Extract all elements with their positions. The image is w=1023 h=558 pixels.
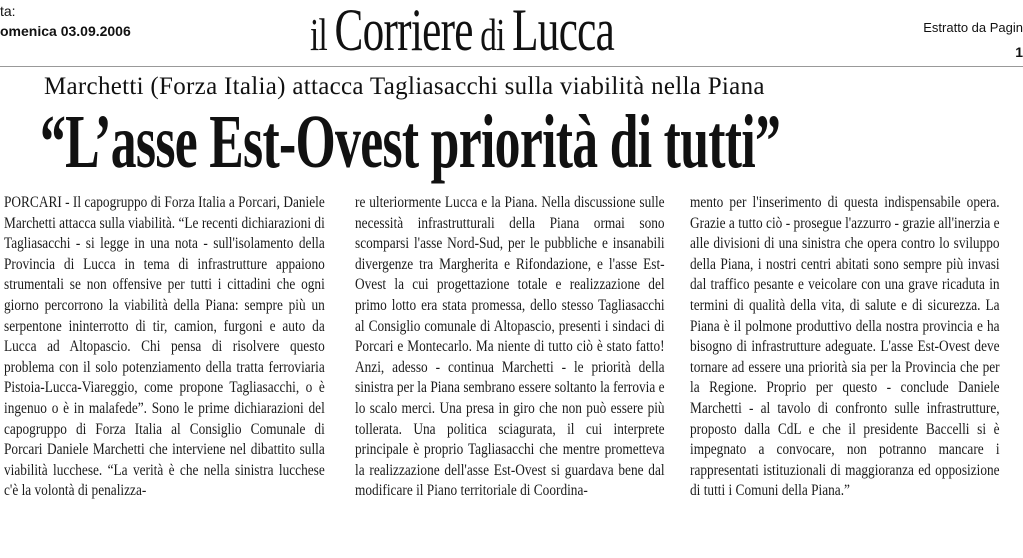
header-divider (0, 66, 1023, 67)
column-2-text: re ulteriormente Lucca e la Piana. Nella discussione sulle necessità infrastrutturali della Piana ormai sono scomparsi l'asse Nord-Sud, per le pubbliche e insanabili divergenze tra Margherita e Rifondazione, e l'asse Est-Ovest la cui progettazione totale e realizzazione del primo lotto era stata promessa, dello stesso Tagliasacchi al Consiglio comunale di Altopascio, presenti i sindaci di Porcari e Montecarlo. Ma niente di tutto ciò è stato fatto! Anzi, adesso - continua Marchetti - le priorità della sinistra per la Piana sembrano essere soltanto la ferrovia e lo scalo merci. Una presa in giro che non può essere più tollerata. Una politica sciagurata, il cui interprete principale è proprio Tagliasacchi che mentre prometteva la realizzazione dell'asse Est-Ovest si guardava bene dal modificare il Piano territoriale di Coordina- (355, 194, 665, 500)
article-column-1 (4, 193, 325, 558)
article-column-2 (355, 193, 665, 558)
page-extract-label: Estratto da Pagin (923, 20, 1023, 35)
column-1-text: PORCARI - Il capogruppo di Forza Italia a Porcari, Daniele Marchetti attacca sulla viabilità. “Le recenti dichiarazioni di Tagliasacchi - si legge in una nota - sull'isolamento della Provincia di Lucca in tema di infrastrutture appaiono strumentali se non offensive per tutti i cittadini che ogni giorno percorrono la viabilità della Piana: sempre più un serpentone ininterrotto di tir, camion, furgoni e auto da Lucca ad Altopascio. Chi pensa di risolvere questo problema con il solo potenziamento della tratta ferroviaria Pistoia-Lucca-Viareggio, come propone Tagliasacchi, o è ingenuo o è in malafede”. Sono le prime dichiarazioni del capogruppo di Forza Italia al Consiglio Comunale di Porcari Daniele Marchetti che interviene nel dibattito sulla viabilità lucchese. “La verità è che nella sinistra lucchese c'è la volontà di penalizza- (4, 194, 325, 500)
page-number: 1 (1015, 44, 1023, 60)
article-kicker: Marchetti (Forza Italia) attacca Tagliasacchi sulla viabilità nella Piana (44, 73, 765, 100)
masthead-il: il (310, 9, 335, 60)
article-column-3 (690, 193, 1000, 558)
masthead-lucca: Lucca (512, 0, 615, 63)
date-label: ta: (0, 3, 16, 19)
publication-date: omenica 03.09.2006 (0, 23, 131, 39)
masthead-di: di (472, 9, 513, 60)
column-3-text: mento per l'inserimento di questa indispensabile opera. Grazie a tutto ciò - prosegue l'azzurro - grazie all'inerzia e alle divisioni di una sinistra che opera contro lo sviluppo della Piana, i nostri centri abitati sono sempre più invasi dal traffico pesante e veicolare con una grave ricaduta in termini di qualità della vita, di salute e di sicurezza. La Piana è il polmone produttivo della nostra provincia e ha bisogno di infrastrutture adeguate. L'asse Est-Ovest deve tornare ad essere una priorità sia per la Provincia che per la Regione. Proprio per questo - conclude Daniele Marchetti - al tavolo di confronto sulle infrastrutture, proposto dalla CdL e che il presidente Baccelli si è impegnato a convocare, non potranno mancare i rappresentati istituzionali di maggioranza ed opposizione di tutti i Comuni della Piana.” (690, 194, 1000, 500)
article-headline: “L’asse Est-Ovest priorità di tutti” (40, 100, 781, 184)
masthead-corriere: Corriere (334, 0, 473, 63)
newspaper-masthead (310, 0, 615, 71)
